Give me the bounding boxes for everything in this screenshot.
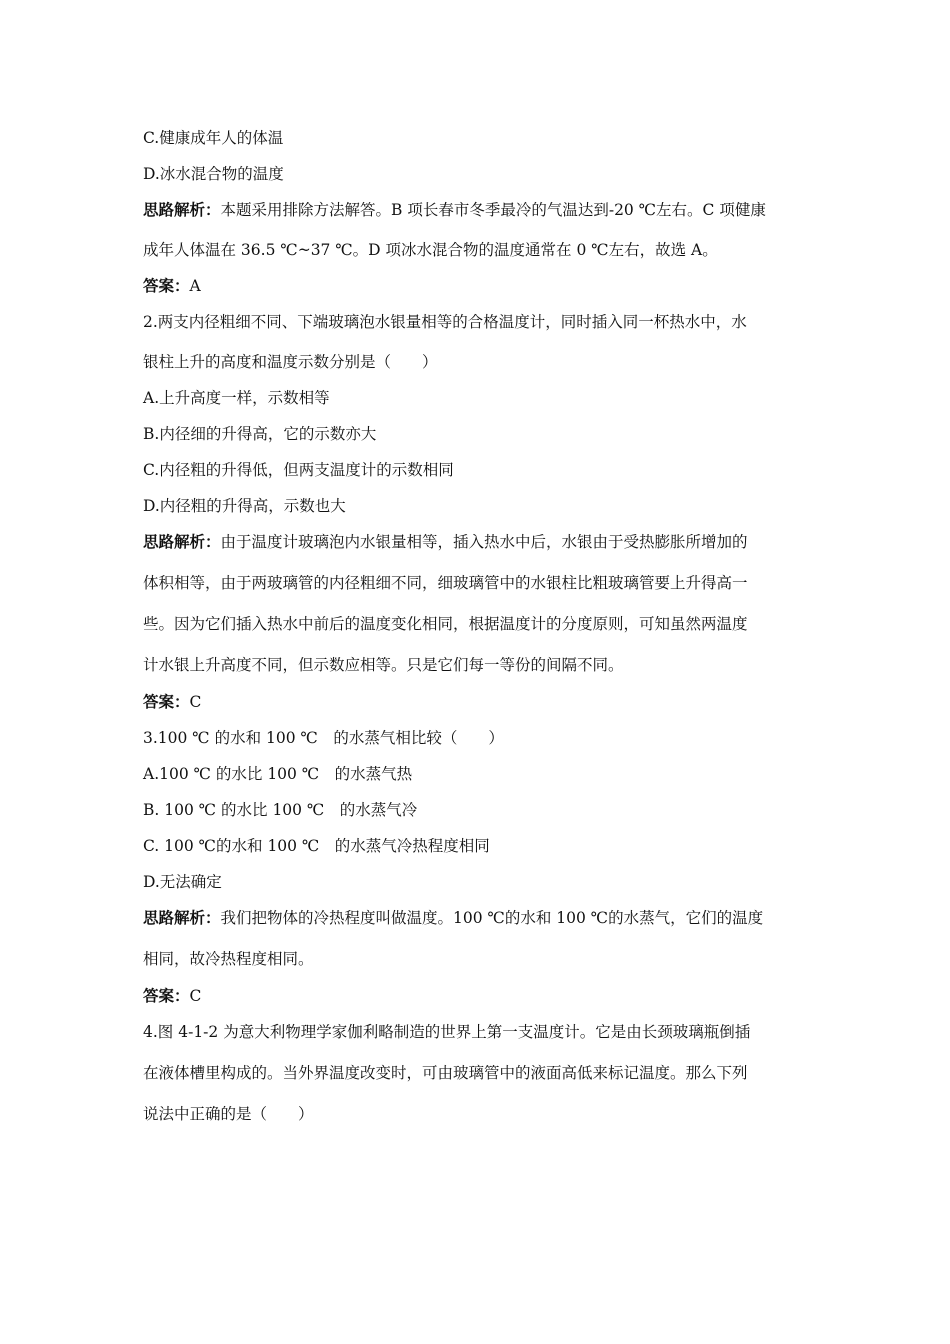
answer-label: 答案： xyxy=(143,692,190,711)
answer-value: C xyxy=(189,987,202,1005)
analysis-label: 思路解析： xyxy=(143,908,221,927)
question-4-line: 说法中正确的是（ ） xyxy=(143,1105,314,1123)
analysis-text: 由于温度计玻璃泡内水银量相等，插入热水中后，水银由于受热膨胀所增加的 xyxy=(220,533,748,551)
analysis-line: 成年人体温在 36.5 ℃~37 ℃。D 项冰水混合物的温度通常在 0 ℃左右，故选 A。 xyxy=(143,241,718,259)
analysis-line xyxy=(143,908,763,928)
analysis-line: 相同，故冷热程度相同。 xyxy=(143,950,314,968)
option-d: D.无法确定 xyxy=(143,873,222,891)
option-d: D.冰水混合物的温度 xyxy=(143,165,284,183)
question-4-line: 4.图 4-1-2 为意大利物理学家伽利略制造的世界上第一支温度计。它是由长颈玻璃瓶倒插 xyxy=(143,1023,751,1041)
answer-label: 答案： xyxy=(143,276,190,295)
answer-line xyxy=(143,276,201,296)
answer-line xyxy=(143,692,201,712)
question-4-line: 在液体槽里构成的。当外界温度改变时，可由玻璃管中的液面高低来标记温度。那么下列 xyxy=(143,1064,748,1082)
analysis-line: 些。因为它们插入热水中前后的温度变化相同，根据温度计的分度原则，可知虽然两温度 xyxy=(143,615,748,633)
analysis-block xyxy=(143,200,766,220)
analysis-label: 思路解析： xyxy=(143,532,221,551)
option-c: C. 100 ℃的水和 100 ℃ 的水蒸气冷热程度相同 xyxy=(143,837,490,855)
option-a: A.100 ℃ 的水比 100 ℃ 的水蒸气热 xyxy=(143,765,413,783)
analysis-line: 计水银上升高度不同，但示数应相等。只是它们每一等份的间隔不同。 xyxy=(143,656,624,674)
analysis-line xyxy=(143,200,766,220)
question-2-line: 2.两支内径粗细不同、下端玻璃泡水银量相等的合格温度计，同时插入同一杯热水中，水 xyxy=(143,313,747,331)
analysis-text: 我们把物体的冷热程度叫做温度。100 ℃的水和 100 ℃的水蒸气，它们的温度 xyxy=(220,909,764,927)
option-b: B. 100 ℃ 的水比 100 ℃ 的水蒸气冷 xyxy=(143,801,418,819)
analysis-text: 本题采用排除方法解答。B 项长春市冬季最冷的气温达到-20 ℃左右。C 项健康 xyxy=(220,201,766,219)
analysis-line: 体积相等，由于两玻璃管的内径粗细不同，细玻璃管中的水银柱比粗玻璃管要上升得高一 xyxy=(143,574,748,592)
analysis-label: 思路解析： xyxy=(143,200,221,219)
answer-value: C xyxy=(189,693,202,711)
answer-line xyxy=(143,986,201,1006)
question-3-line: 3.100 ℃ 的水和 100 ℃ 的水蒸气相比较（ ） xyxy=(143,729,504,747)
option-b: B.内径细的升得高，它的示数亦大 xyxy=(143,425,377,443)
option-d: D.内径粗的升得高，示数也大 xyxy=(143,497,346,515)
option-a: A.上升高度一样，示数相等 xyxy=(143,389,330,407)
option-c: C.健康成年人的体温 xyxy=(143,129,284,147)
question-2-line: 银柱上升的高度和温度示数分别是（ ） xyxy=(143,353,438,371)
analysis-line xyxy=(143,532,748,552)
answer-label: 答案： xyxy=(143,986,190,1005)
answer-value: A xyxy=(189,277,201,295)
option-c: C.内径粗的升得低，但两支温度计的示数相同 xyxy=(143,461,454,479)
